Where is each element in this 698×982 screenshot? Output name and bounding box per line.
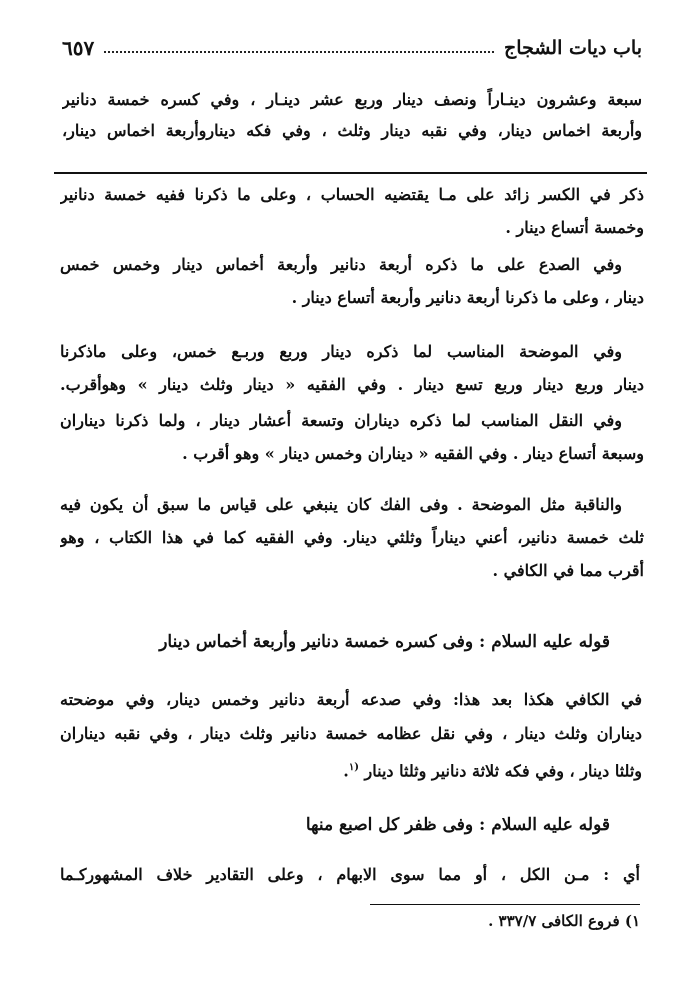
text-line: وأربعة اخماس دينار، وفي نقبه دينار وثلث ، وفي فكه ديناروأربعة اخماس دينار، xyxy=(62,121,642,140)
page-number: ٦٥٧ xyxy=(62,36,95,60)
commentary-paragraph xyxy=(60,335,644,401)
text-line: أي : مـن الكل ، أو مما سوى الابهام ، وعلى التقادير خلاف المشهوركـما xyxy=(60,865,640,884)
commentary-paragraph xyxy=(60,178,644,244)
text-line-content: وثلثا دينار ، وفي فكه ثلاثة دنانير وثلثا دينار xyxy=(364,761,642,781)
sentence-end: . xyxy=(343,761,349,781)
chapter-title: باب ديات الشجاج xyxy=(504,37,642,59)
commentary-paragraph xyxy=(60,404,644,470)
text-line: والناقبة مثل الموضحة . وفى الفك كان ينبغي على قياس ما سبق أن يكون فيه xyxy=(60,495,622,514)
text-line: دينار ، وعلى ما ذكرنا أربعة دنانير وأربعة أتساع دينار . xyxy=(291,288,644,307)
section-heading: قوله عليه السلام : وفى كسره خمسة دنانير وأربعة أخماس دينار xyxy=(159,632,610,652)
text-line xyxy=(60,751,642,788)
section-heading: قوله عليه السلام : وفى ظفر كل اصبع منها xyxy=(305,815,610,835)
text-line: ديناران وثلث دينار ، وفي نقل عظامه خمسة دنانير وثلث دينار ، وفي نقبه ديناران xyxy=(60,724,642,743)
text-line: وفي الموضحة المناسب لما ذكره دينار وربع وربـع خمس، وعلى ماذكرنا xyxy=(60,342,622,361)
text-line: ذكر في الكسر زائد على مـا يقتضيه الحساب ، وعلى ما ذكرنا ففيه خمسة دنانير xyxy=(60,185,644,204)
text-line: أقرب مما في الكافي . xyxy=(492,561,644,580)
footnote-separator xyxy=(370,904,640,905)
text-line: ثلث خمسة دنانير، أعني ديناراً وثلثي دينار. وفي الفقيه كما في هذا الكتاب ، وهو xyxy=(60,528,644,547)
text-line: في الكافي هكذا بعد هذا: وفي صدعه أربعة دنانير وخمس دينار، وفي موضحته xyxy=(60,690,642,709)
footnote: ١) فروع الكافى ٣٣٧/٧ . xyxy=(488,912,640,930)
commentary-paragraph xyxy=(60,858,640,892)
commentary-paragraph xyxy=(60,248,644,314)
header-dotted-leader xyxy=(104,51,494,53)
text-line: وفي الصدع على ما ذكره أربعة دنانير وأربعة أخماس دينار وخمس خمس xyxy=(60,255,623,274)
commentary-paragraph xyxy=(60,488,644,587)
commentary-paragraph xyxy=(60,683,642,788)
footnote-marker[interactable]: (١ xyxy=(348,762,359,773)
running-header xyxy=(62,28,642,68)
text-line: دينار وربع دينار وربع تسع دينار . وفي الفقيه « دينار وثلث دينار » وهوأقرب. xyxy=(60,375,644,394)
text-line: وفي النقل المناسب لما ذكره ديناران وتسعة أعشار دينار ، ولما ذكرنا ديناران xyxy=(60,411,622,430)
main-text-top xyxy=(62,84,642,146)
main-text-separator xyxy=(54,172,647,174)
text-line: سبعة وعشرون دينـاراً ونصف دينار وربع عشر دينـار ، وفي كسره خمسة دنانير xyxy=(62,90,642,109)
text-line: وسبعة أتساع دينار . وفي الفقيه « ديناران وخمس دينار » وهو أقرب . xyxy=(182,444,644,463)
text-line: وخمسة أتساع دينار . xyxy=(505,218,644,237)
